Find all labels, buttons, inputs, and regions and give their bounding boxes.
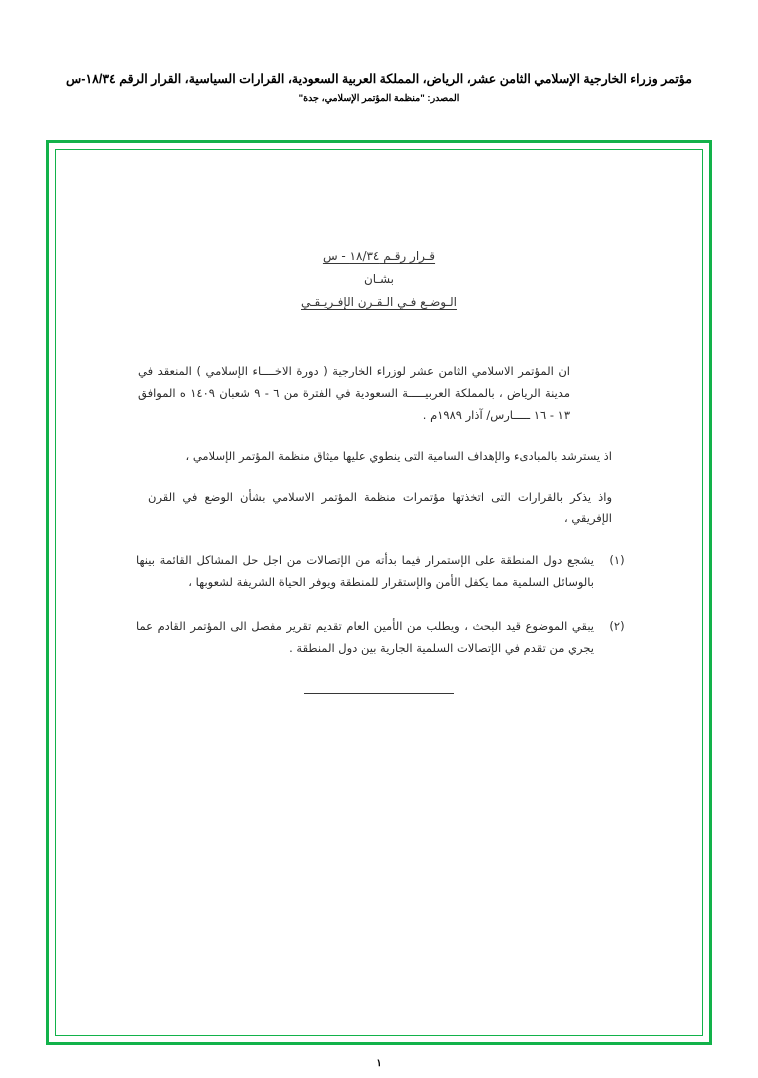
document-header (0, 70, 758, 104)
page-number: ١ (376, 1058, 382, 1069)
closing-rule (304, 693, 454, 694)
clause-1-text: يشجع دول المنطقة على الإستمرار فيما بدأته من الإتصالات من اجل حل المشاكل القائمة بينها بالوسائل السلمية مما يكفل الأمن والإستقرار للمنطقة ويوفر الحياة الشريفة لشعوبها ، (136, 553, 594, 589)
preamble-recital-1: اذ يسترشد بالمبادىء والإهداف السامية التى ينطوي عليها ميثاق منظمة المؤتمر الإسلامي ، (185, 449, 612, 463)
resolution-body (118, 360, 640, 694)
clause-2-number: (٢) (609, 619, 625, 633)
clause-2 (118, 615, 640, 659)
resolution-regarding: بشـان (363, 272, 395, 286)
resolution-subject: الـوضـع فـي الـقـرن الإفـريـقـي (301, 295, 457, 309)
preamble-intro: ان المؤتمر الاسلامي الثامن عشر لوزراء الخارجية ( دورة الاخــــاء الإسلامي ) المنعقد في مدينة الرياض ، بالمملكة العربيـــــة السعودية في الفترة من ٦ - ٩ شعبان ١٤٠٩ ه الموافق ١٣ - ١٦ ـــــارس/ آذار ١٩٨٩م . (138, 364, 571, 422)
green-frame-outer (46, 140, 712, 1045)
preamble-recital-2: واذ يذكر بالقرارات التى اتخذتها مؤتمرات منظمة المؤتمر الاسلامي بشأن الوضع في القرن الإفريقي ، (148, 490, 612, 525)
document-title: مؤتمر وزراء الخارجية الإسلامي الثامن عشر، الرياض، المملكة العربية السعودية، القرارات السياسية، القرار الرقم ١٨/٣٤-س (66, 72, 692, 86)
resolution-heading (118, 245, 640, 314)
green-frame-inner (55, 149, 703, 1036)
scanned-document-body (56, 150, 702, 1035)
clause-2-text: يبقي الموضوع قيد البحث ، ويطلب من الأمين العام تقديم تقرير مفصل الى المؤتمر القادم عما يجري من تقدم في الإتصالات السلمية الجارية بين دول المنطقة . (136, 619, 594, 655)
clause-1 (118, 549, 640, 593)
resolution-number: قـرار رقـم ١٨/٣٤ - س (322, 249, 436, 263)
clause-1-number: (١) (609, 553, 625, 567)
document-source: المصدر: "منظمة المؤتمر الإسلامي، جدة" (298, 93, 460, 104)
